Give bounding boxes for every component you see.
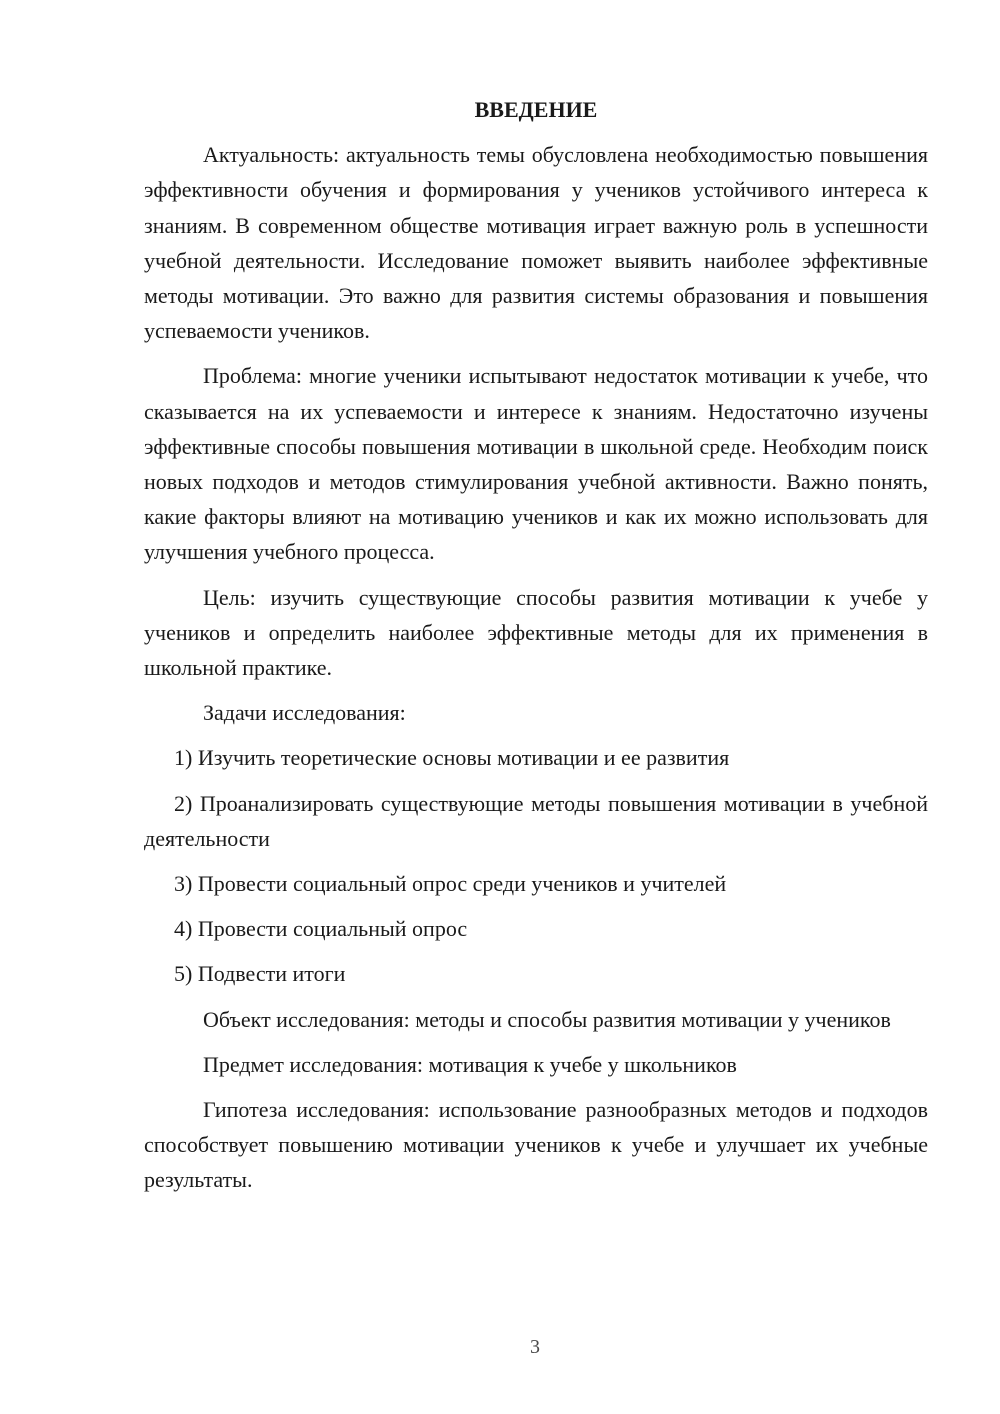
hypothesis-paragraph: Гипотеза исследования: использование разнообразных методов и подходов способствует повышению мотивации учеников к учебе и улучшает их учебные результаты. xyxy=(144,1097,928,1193)
task-item: 5) Подвести итоги xyxy=(174,961,346,987)
object-paragraph: Объект исследования: методы и способы развития мотивации у учеников xyxy=(203,1006,891,1032)
tasks-title: Задачи исследования: xyxy=(203,700,406,726)
task-item: 4) Провести социальный опрос xyxy=(174,916,468,942)
subject-paragraph: Предмет исследования: мотивация к учебе у школьников xyxy=(203,1051,737,1077)
tasks-list xyxy=(144,740,928,991)
page-number: 3 xyxy=(530,1336,540,1358)
task-item: 1) Изучить теоретические основы мотивации и ее развития xyxy=(174,745,730,771)
page-content xyxy=(144,92,928,1208)
section-heading: ВВЕДЕНИЕ xyxy=(474,97,598,122)
problem-paragraph: Проблема: многие ученики испытывают недостаток мотивации к учебе, что сказывается на их успеваемости и интересе к знаниям. Недостаточно изучены эффективные способы повышения мотивации в школьной среде. Необходим поиск новых подходов и методов стимулирования учебной активности. Важно понять, какие факторы влияют на мотивацию учеников и как их можно использовать для улучшения учебного процесса. xyxy=(144,363,928,565)
goal-paragraph: Цель: изучить существующие способы развития мотивации к учебе у учеников и определить наиболее эффективные методы для их применения в школьной практике. xyxy=(144,584,928,681)
relevance-paragraph: Актуальность: актуальность темы обусловлена необходимостью повышения эффективности обучения и формирования у учеников устойчивого интереса к знаниям. В современном обществе мотивация играет важную роль в успешности учебной деятельности. Исследование поможет выявить наиболее эффективные методы мотивации. Это важно для развития системы образования и повышения успеваемости учеников. xyxy=(144,142,928,344)
task-item: 3) Провести социальный опрос среди учеников и учителей xyxy=(174,871,727,897)
task-item: 2) Проанализировать существующие методы повышения мотивации в учебной деятельности xyxy=(144,790,928,851)
